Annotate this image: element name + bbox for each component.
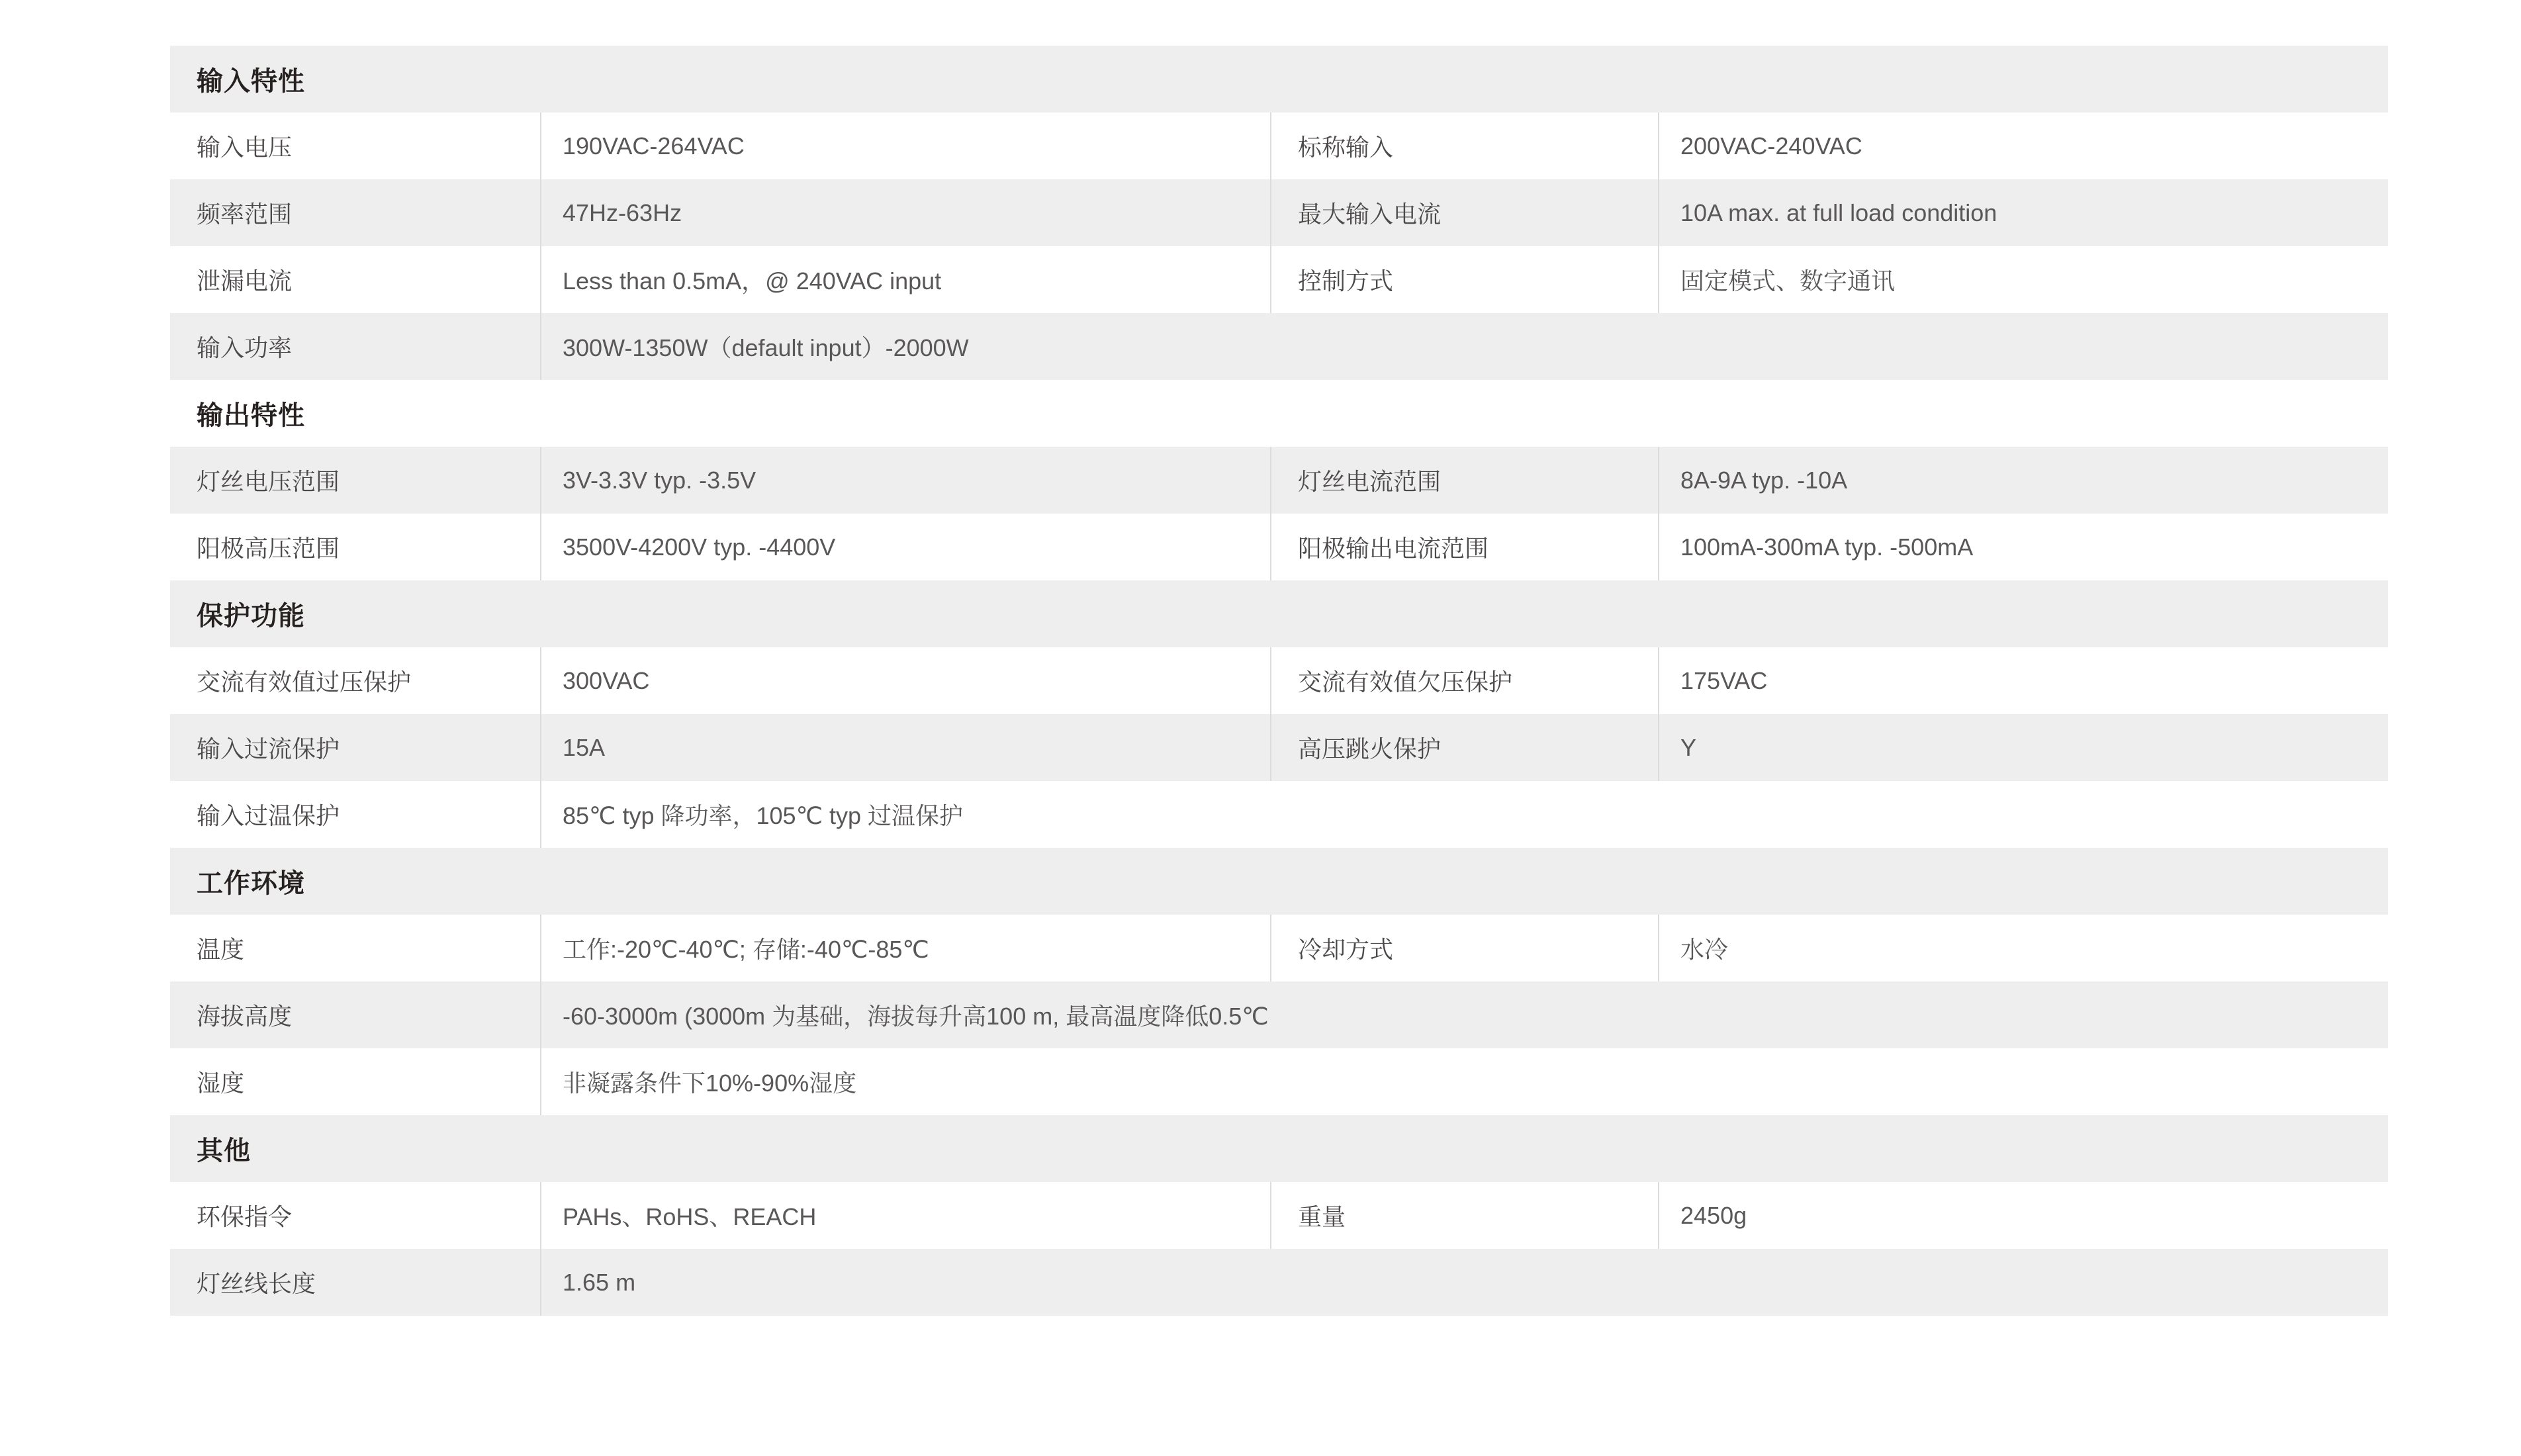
spec-label: 高压跳火保护 (1270, 714, 1658, 781)
spec-label: 输入过温保护 (197, 802, 340, 829)
section-title: 工作环境 (197, 869, 305, 898)
spec-label: 输入电压 (197, 134, 293, 161)
spec-label: 湿度 (197, 1069, 245, 1097)
spec-value: 300VAC (540, 647, 1270, 714)
table-row (170, 1048, 2388, 1115)
table-row (170, 714, 2388, 781)
spec-label: 灯丝电压范围 (197, 468, 340, 495)
spec-label: 交流有效值欠压保护 (1270, 647, 1658, 714)
section-title: 其他 (197, 1136, 251, 1165)
section-title: 输出特性 (197, 401, 305, 430)
spec-label: 海拔高度 (197, 1003, 293, 1030)
section-header (170, 848, 2388, 915)
spec-label: 标称输入 (1270, 113, 1658, 179)
spec-label: 环保指令 (197, 1203, 293, 1230)
section-header (170, 46, 2388, 113)
table-row (170, 313, 2388, 380)
spec-value: 水冷 (1658, 915, 2388, 981)
table-row (170, 647, 2388, 714)
spec-value: 85℃ typ 降功率，105℃ typ 过温保护 (540, 781, 2388, 848)
table-row (170, 1182, 2388, 1249)
spec-value: 3V-3.3V typ. -3.5V (540, 447, 1270, 514)
spec-label: 交流有效值过压保护 (197, 668, 412, 696)
spec-label: 温度 (197, 936, 245, 963)
spec-value: 300W-1350W（default input）-2000W (540, 313, 2388, 380)
table-row (170, 246, 2388, 313)
table-row (170, 514, 2388, 580)
spec-value: 200VAC-240VAC (1658, 113, 2388, 179)
spec-value: 固定模式、数字通讯 (1658, 246, 2388, 313)
spec-value: Less than 0.5mA，@ 240VAC input (540, 246, 1270, 313)
spec-label: 输入过流保护 (197, 735, 340, 762)
spec-value: 工作:-20℃-40℃; 存储:-40℃-85℃ (540, 915, 1270, 981)
table-row (170, 113, 2388, 179)
spec-value: 175VAC (1658, 647, 2388, 714)
table-row (170, 1249, 2388, 1316)
section-title: 保护功能 (197, 602, 305, 631)
spec-label: 灯丝电流范围 (1270, 447, 1658, 514)
spec-label: 控制方式 (1270, 246, 1658, 313)
section-header (170, 580, 2388, 647)
spec-value: PAHs、RoHS、REACH (540, 1182, 1270, 1249)
spec-value: 190VAC-264VAC (540, 113, 1270, 179)
spec-label: 重量 (1270, 1182, 1658, 1249)
spec-label: 阳极高压范围 (197, 535, 340, 562)
spec-value: 1.65 m (540, 1249, 2388, 1316)
spec-label: 最大输入电流 (1270, 179, 1658, 246)
section-header (170, 1115, 2388, 1182)
spec-value: 3500V-4200V typ. -4400V (540, 514, 1270, 580)
spec-value: 2450g (1658, 1182, 2388, 1249)
spec-value: 非凝露条件下10%-90%湿度 (540, 1048, 2388, 1115)
table-row (170, 447, 2388, 514)
spec-label: 灯丝线长度 (197, 1270, 316, 1297)
spec-value: 47Hz-63Hz (540, 179, 1270, 246)
spec-value: 10A max. at full load condition (1658, 179, 2388, 246)
section-header (170, 380, 2388, 447)
table-row (170, 915, 2388, 981)
spec-value: Y (1658, 714, 2388, 781)
table-row (170, 981, 2388, 1048)
spec-value: -60-3000m (3000m 为基础，海拔每升高100 m, 最高温度降低0.5℃ (540, 981, 2388, 1048)
spec-label: 输入功率 (197, 334, 293, 361)
spec-label: 阳极输出电流范围 (1270, 514, 1658, 580)
spec-table (170, 46, 2388, 1316)
spec-label: 泄漏电流 (197, 267, 293, 295)
spec-label: 冷却方式 (1270, 915, 1658, 981)
spec-value: 100mA-300mA typ. -500mA (1658, 514, 2388, 580)
section-title: 输入特性 (197, 67, 305, 96)
table-row (170, 781, 2388, 848)
spec-label: 频率范围 (197, 201, 293, 228)
table-row (170, 179, 2388, 246)
spec-value: 8A-9A typ. -10A (1658, 447, 2388, 514)
spec-value: 15A (540, 714, 1270, 781)
